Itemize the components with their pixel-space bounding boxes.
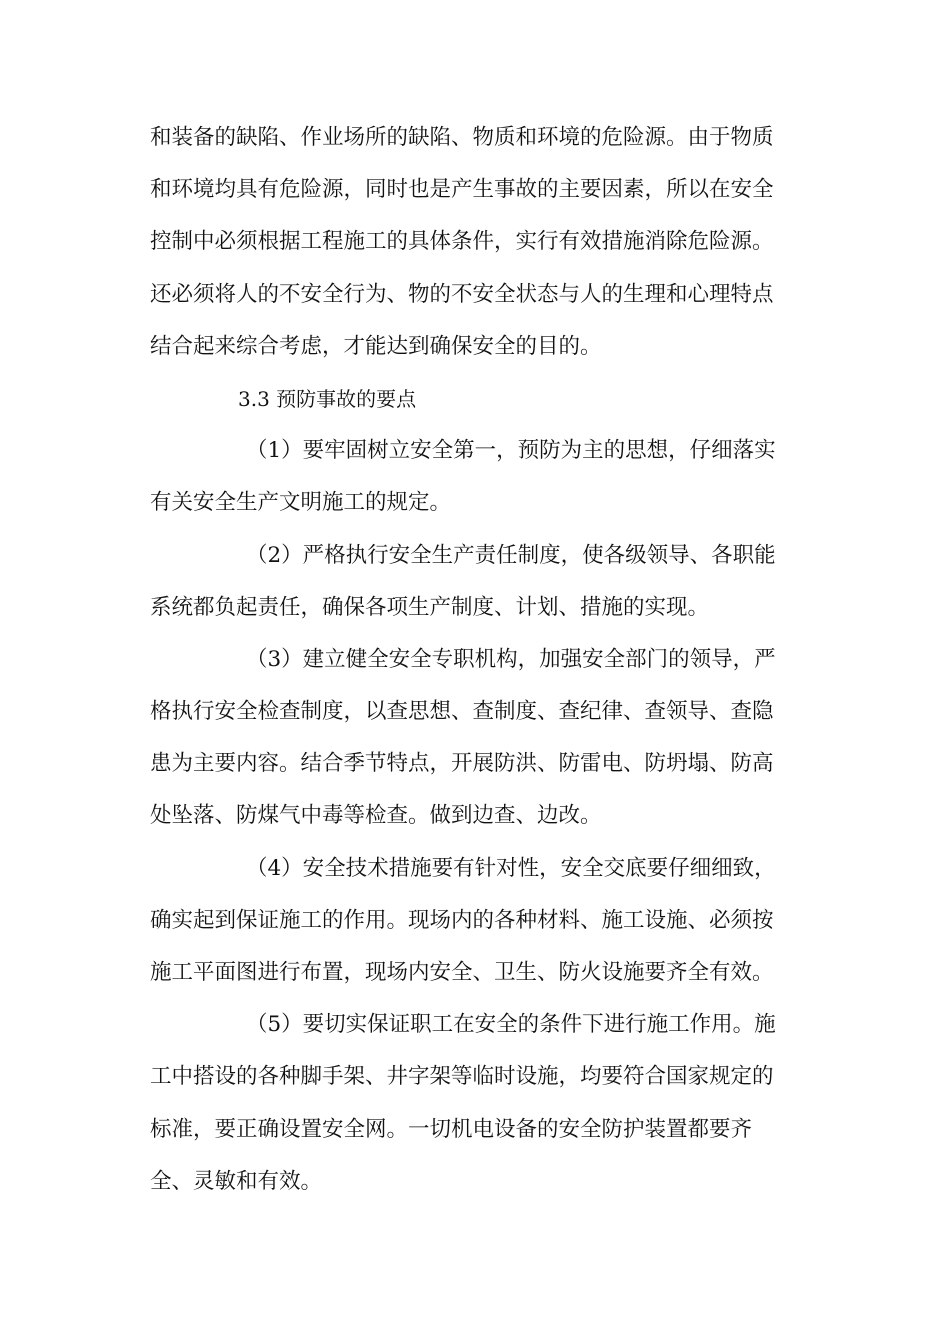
text-line: 控制中必须根据工程施工的具体条件，实行有效措施消除危险源。 <box>150 229 774 255</box>
text-line: 系统都负起责任，确保各项生产制度、计划、措施的实现。 <box>150 594 710 620</box>
document-body <box>150 118 810 1214</box>
text-line: 处坠落、防煤气中毒等检查。做到边查、边改。 <box>150 803 602 829</box>
text-line: （5）要切实保证职工在安全的条件下进行施工作用。施 <box>246 1012 776 1038</box>
text-line: 全、灵敏和有效。 <box>150 1168 323 1194</box>
section-heading: 3.3 预防事故的要点 <box>238 386 417 411</box>
text-line: 格执行安全检查制度，以查思想、查制度、查纪律、查领导、查隐 <box>150 699 774 725</box>
text-line: 和环境均具有危险源，同时也是产生事故的主要因素，所以在安全 <box>150 177 774 203</box>
text-line: 还必须将人的不安全行为、物的不安全状态与人的生理和心理特点 <box>150 281 774 307</box>
text-line: 确实起到保证施工的作用。现场内的各种材料、施工设施、必须按 <box>150 907 774 933</box>
text-line: 施工平面图进行布置，现场内安全、卫生、防火设施要齐全有效。 <box>150 960 774 985</box>
text-line: 工中搭设的各种脚手架、井字架等临时设施，均要符合国家规定的 <box>150 1064 774 1090</box>
text-line: 有关安全生产文明施工的规定。 <box>150 490 452 516</box>
text-line: 结合起来综合考虑，才能达到确保安全的目的。 <box>150 333 602 359</box>
text-line: （3）建立健全安全专职机构，加强安全部门的领导，严 <box>246 646 776 672</box>
text-line: （1）要牢固树立安全第一，预防为主的思想，仔细落实 <box>246 438 776 464</box>
text-line: 和装备的缺陷、作业场所的缺陷、物质和环境的危险源。由于物质 <box>150 125 774 150</box>
text-line: 标准，要正确设置安全网。一切机电设备的安全防护装置都要齐 <box>150 1116 753 1142</box>
text-line: 患为主要内容。结合季节特点，开展防洪、防雷电、防坍塌、防高 <box>150 751 774 777</box>
text-line: （4）安全技术措施要有针对性，安全交底要仔细细致， <box>246 855 776 881</box>
text-line: （2）严格执行安全生产责任制度，使各级领导、各职能 <box>246 542 776 568</box>
